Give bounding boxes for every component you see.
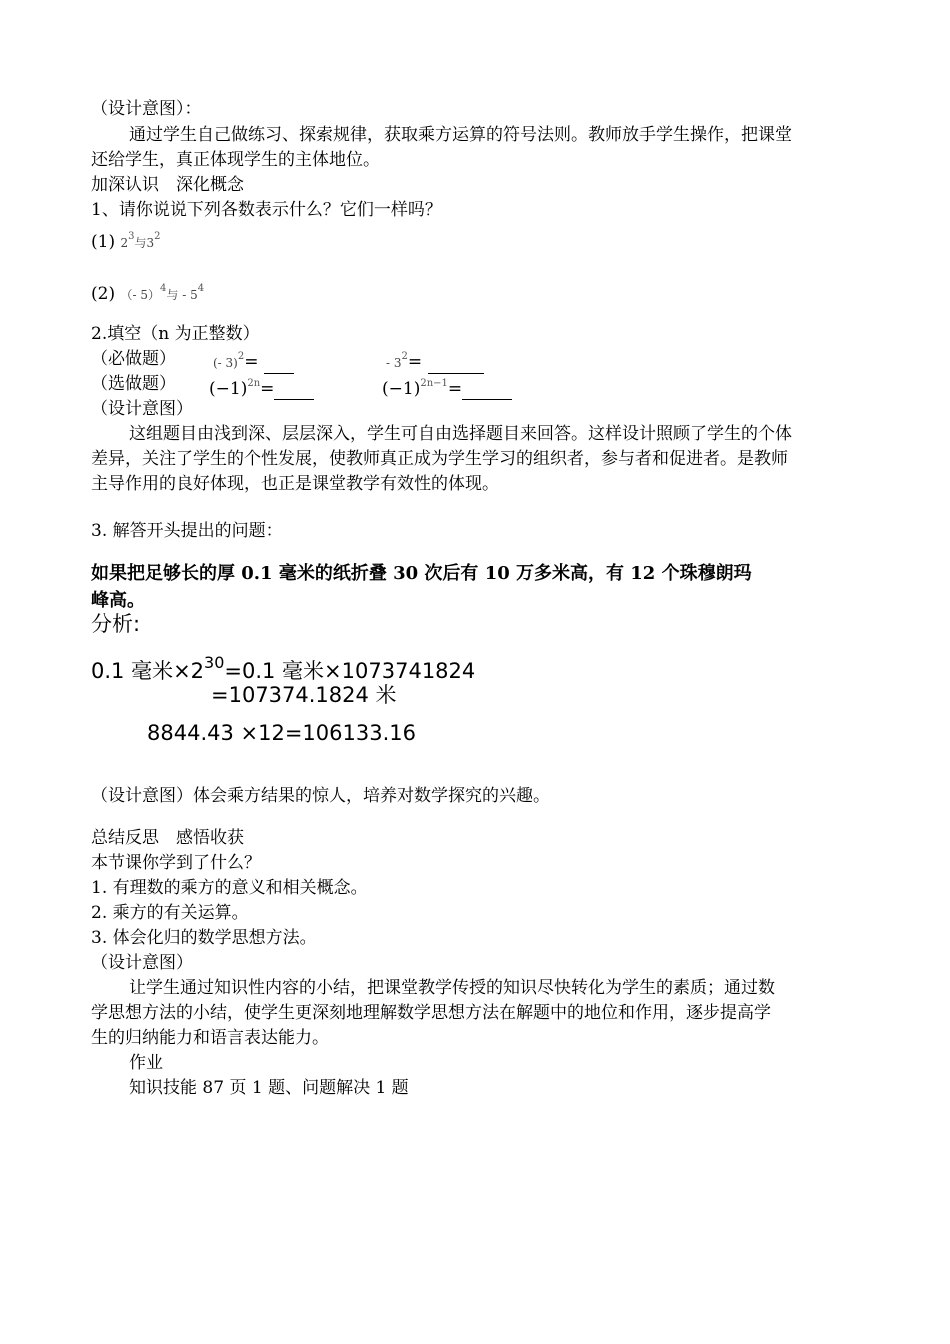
calc-part: =0.1 毫米×1073741824: [224, 659, 476, 683]
section-heading: 加深认识 深化概念: [91, 175, 244, 195]
summary-item: 2. 乘方的有关运算。: [91, 903, 249, 923]
expr-exponent: 2n−1: [420, 378, 448, 389]
homework-detail: 知识技能 87 页 1 题、问题解决 1 题: [129, 1078, 409, 1098]
expr-exponent: 3: [128, 231, 135, 242]
required-expr-2: [386, 346, 484, 374]
expr-exponent: 4: [160, 283, 167, 294]
expr-exponent: 2: [237, 351, 245, 362]
paragraph-line: 通过学生自己做练习、探索规律，获取乘方运算的符号法则。教师放手学生操作，把课堂: [129, 125, 792, 145]
required-expr-1: [213, 346, 294, 374]
paragraph-line: 生的归纳能力和语言表达能力。: [91, 1028, 329, 1048]
expr-base: (−1): [382, 379, 421, 399]
expr-exponent: 2: [154, 231, 161, 242]
expr-base: - 3: [386, 356, 402, 370]
paragraph-line: 主导作用的良好体现，也正是课堂教学有效性的体现。: [91, 474, 499, 494]
answer-blank[interactable]: [274, 383, 314, 400]
item-label: (2): [91, 284, 116, 304]
design-intent-line: （设计意图）体会乘方结果的惊人，培养对数学探究的兴趣。: [91, 786, 550, 806]
required-label: （必做题）: [91, 349, 176, 369]
expr-base: 2: [120, 236, 129, 250]
design-intent-heading-2: （设计意图）: [91, 399, 193, 419]
equals-sign: =: [244, 352, 259, 372]
expr-exponent: 2: [401, 351, 408, 362]
answer-blank[interactable]: [428, 357, 484, 374]
optional-expr-2: [382, 373, 512, 400]
calc-part: 0.1 毫米×2: [91, 659, 205, 683]
summary-question: 本节课你学到了什么？: [91, 853, 261, 873]
calc-exponent: 30: [204, 653, 225, 672]
question-3: 3. 解答开头提出的问题：: [91, 521, 283, 541]
analysis-heading: 分析:: [91, 612, 141, 636]
design-intent-heading-3: （设计意图）: [91, 953, 193, 973]
paragraph-line: 还给学生，真正体现学生的主体地位。: [91, 150, 380, 170]
section-heading: 总结反思 感悟收获: [91, 828, 244, 848]
item-label: (1): [91, 232, 116, 252]
equals-sign: =: [447, 379, 463, 399]
calculation-line-3: 8844.43 ×12=106133.16: [147, 721, 416, 745]
question-2: 2.填空（n 为正整数）: [91, 324, 260, 344]
expr-base: (−1): [209, 379, 248, 399]
question-1: 1、请你说说下列各数表示什么？它们一样吗？: [91, 200, 442, 220]
expr-exponent: 2n: [247, 378, 261, 389]
summary-item: 1. 有理数的乘方的意义和相关概念。: [91, 878, 368, 898]
optional-expr-1: [209, 373, 314, 400]
homework-heading: 作业: [129, 1053, 163, 1073]
expr-base: 3: [146, 236, 155, 250]
paragraph-line: 让学生通过知识性内容的小结，把课堂教学传授的知识尽快转化为学生的素质；通过数: [129, 978, 775, 998]
calculation-line-2: =107374.1824 米: [211, 683, 397, 707]
expr-exponent: 4: [197, 283, 205, 294]
expr-base: （- 5）: [120, 288, 161, 302]
expr-base: (- 3): [213, 356, 238, 370]
bold-statement-line: 如果把足够长的厚 0.1 毫米的纸折叠 30 次后有 10 万多米高，有 12 个珠穆朗玛: [91, 563, 752, 584]
paragraph-line: 差异，关注了学生的个性发展，使教师真正成为学生学习的组织者，参与者和促进者。是教师: [91, 449, 788, 469]
calculation-line-1: [91, 652, 475, 682]
question-1-item-1: [91, 226, 161, 254]
paragraph-line: 这组题目由浅到深、层层深入，学生可自由选择题目来回答。这样设计照顾了学生的个体: [129, 424, 792, 444]
equals-sign: =: [260, 379, 275, 399]
design-intent-heading-1: （设计意图）：: [91, 99, 202, 119]
paragraph-line: 学思想方法的小结，使学生更深刻地理解数学思想方法在解题中的地位和作用，逐步提高学: [91, 1003, 771, 1023]
answer-blank[interactable]: [462, 383, 512, 400]
expr-connector: 与: [134, 236, 147, 250]
expr-connector: 与 - 5: [166, 288, 198, 302]
optional-label: （选做题）: [91, 374, 176, 394]
answer-blank[interactable]: [264, 357, 294, 374]
summary-item: 3. 体会化归的数学思想方法。: [91, 928, 317, 948]
bold-statement-line: 峰高。: [91, 590, 145, 611]
equals-sign: =: [407, 352, 423, 372]
question-1-item-2: [91, 278, 204, 306]
